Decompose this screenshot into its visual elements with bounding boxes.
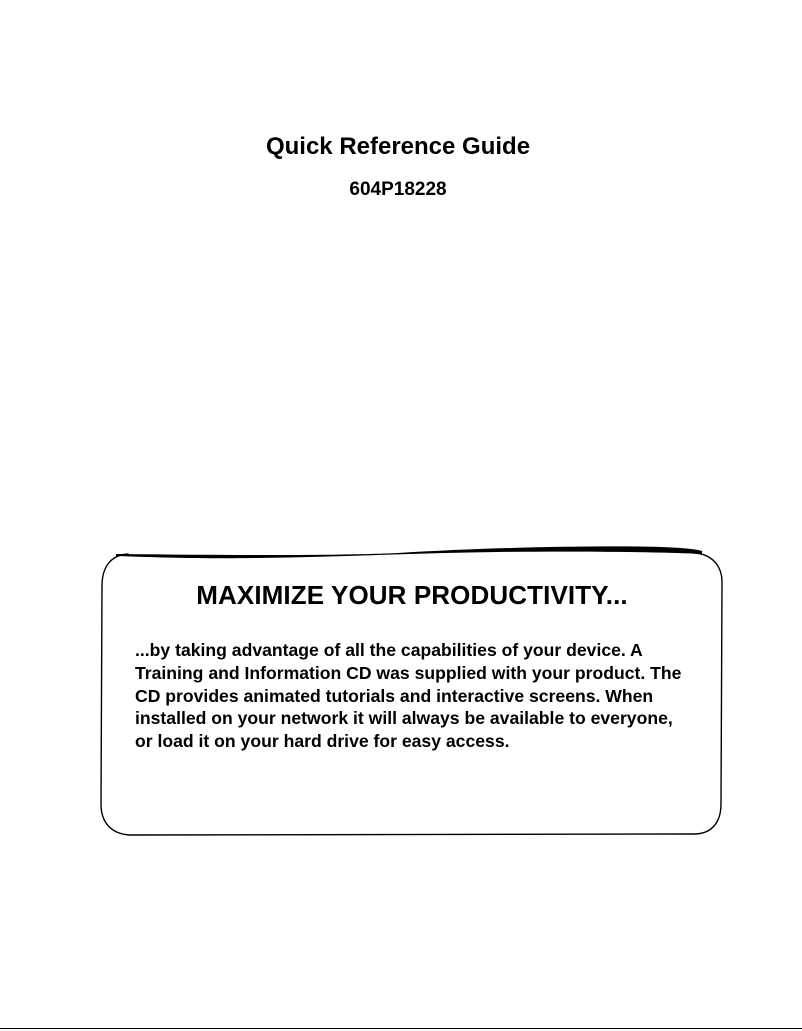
callout-heading: MAXIMIZE YOUR PRODUCTIVITY...	[196, 580, 628, 610]
document-part-number: 604P18228	[349, 179, 447, 200]
page-bottom-rule	[0, 1028, 802, 1029]
document-title: Quick Reference Guide	[265, 133, 531, 160]
productivity-callout-box	[98, 544, 726, 840]
callout-body-text: ...by taking advantage of all the capabilities of your device. A Training and Information CD was supplied with your product. The CD provides animated tutorials and interactive screens. When installed on your network it will always be available to everyone, or load it on your hard drive for easy access.	[135, 640, 682, 752]
callout-border-top-stroke	[116, 546, 702, 558]
